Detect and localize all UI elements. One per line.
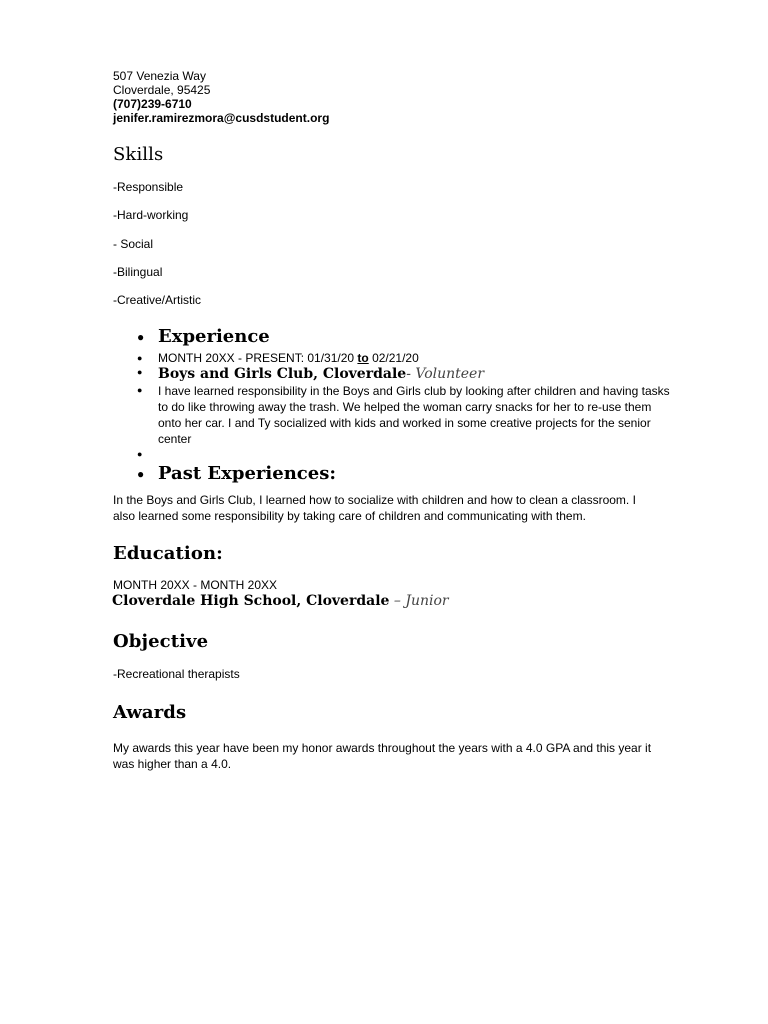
bullet-icon: ● bbox=[137, 385, 143, 395]
education-separator: – bbox=[389, 593, 406, 609]
past-experiences-heading: Past Experiences: bbox=[158, 463, 336, 484]
address-line-2: Cloverdale, 95425 bbox=[113, 83, 211, 97]
objective-heading: Objective bbox=[113, 631, 209, 652]
skill-item: - Social bbox=[113, 237, 154, 251]
skill-item: -Creative/Artistic bbox=[113, 293, 202, 307]
awards-heading: Awards bbox=[113, 702, 187, 723]
experience-role: - Volunteer bbox=[406, 366, 485, 382]
past-experiences-heading-row bbox=[113, 463, 673, 485]
skill-item: -Responsible bbox=[113, 180, 184, 194]
skill-item: -Hard-working bbox=[113, 208, 189, 222]
experience-organization: Boys and Girls Club, Cloverdale bbox=[158, 366, 407, 382]
objective-text: -Recreational therapists bbox=[113, 667, 240, 681]
bullet-icon: ● bbox=[137, 367, 143, 377]
bullet-icon: ● bbox=[137, 467, 145, 481]
contact-block bbox=[113, 69, 329, 125]
experience-dates: MONTH 20XX - PRESENT: 01/31/20 to 02/21/20 bbox=[158, 351, 419, 365]
education-school: Cloverdale High School, Cloverdale bbox=[112, 593, 390, 609]
experience-description-row bbox=[113, 383, 673, 447]
bullet-icon: ● bbox=[137, 330, 145, 344]
education-dates: MONTH 20XX - MONTH 20XX bbox=[113, 578, 278, 592]
experience-org-row bbox=[113, 365, 673, 381]
education-heading: Education: bbox=[113, 543, 223, 564]
education-school-row bbox=[112, 592, 449, 610]
address-line-1: 507 Venezia Way bbox=[113, 69, 206, 83]
experience-heading: Experience bbox=[158, 326, 270, 347]
past-experiences-text: In the Boys and Girls Club, I learned how to socialize with children and how to clean a classroom. I also learned some responsibility by taking care of children and communicating with them. bbox=[113, 493, 636, 523]
skill-item: -Bilingual bbox=[113, 265, 163, 279]
email-address: jenifer.ramirezmora@cusdstudent.org bbox=[113, 111, 330, 125]
experience-heading-row bbox=[113, 326, 673, 348]
skills-heading: Skills bbox=[113, 144, 164, 165]
experience-bullet-list bbox=[113, 326, 673, 485]
awards-text: My awards this year have been my honor awards throughout the years with a 4.0 GPA and this year it was higher than a 4.0. bbox=[113, 741, 652, 771]
education-level: Junior bbox=[405, 593, 449, 609]
bullet-icon: ● bbox=[137, 353, 143, 363]
bullet-icon: ● bbox=[137, 449, 143, 459]
experience-description: I have learned responsibility in the Boys and Girls club by looking after children and having tasks to do like throwing away the trash. We helped the woman carry snacks for her to re-use them onto her car. I and Ty socialized with kids and worked in some creative projects for the senior center bbox=[158, 384, 670, 446]
phone-number: (707)239-6710 bbox=[113, 97, 192, 111]
empty-bullet-row bbox=[113, 447, 673, 463]
experience-dates-row bbox=[113, 351, 673, 365]
